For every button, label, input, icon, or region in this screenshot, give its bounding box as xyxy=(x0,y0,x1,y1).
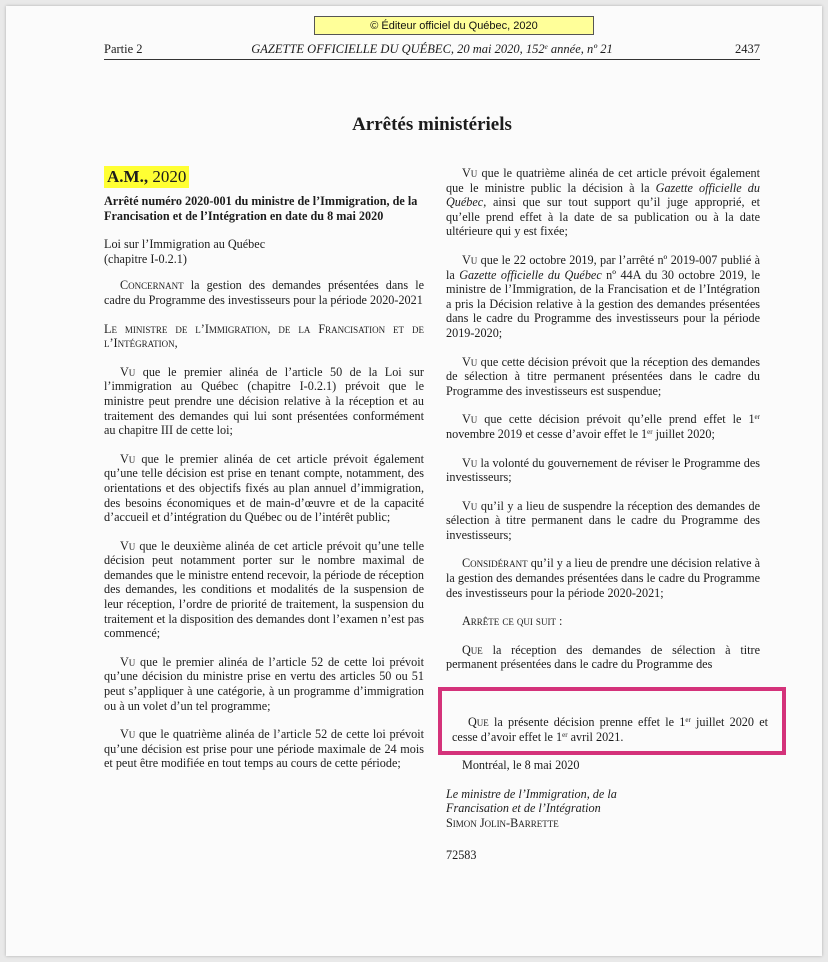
minister-line: Le ministre de l’Immigration, de la Francisation et de l’Intégration, xyxy=(104,321,424,351)
vu-paragraph-7: Vu que le 22 octobre 2019, par l’arrêté nº 2019-007 publié à la Gazette officielle du Québec nº 44A du 30 octobre 2019, le ministre de l’Immigration, de la Francisation et de l’Intégration a pris la Décision relative à la gestion des demandes présentées dans le cadre du Programme des investisseurs pour la période 2019-2020; xyxy=(446,252,760,340)
vu-paragraph-2: Vu que le premier alinéa de cet article prévoit également qu’une telle décision est prise en tenant compte, notamment, des orientations et des objectifs fixés au plan annuel d’immigration, des besoins économiques et de main-d’œuvre et de la capacité d’accueil et d’intégration du Québec ou de l’intérêt public; xyxy=(104,451,424,525)
reference-number: 72583 xyxy=(446,848,477,863)
vu-paragraph-5: Vu que le quatrième alinéa de l’article 52 de cette loi prévoit qu’une décision est prise pour une période maximale de 24 mois et peut être modifiée en tout temps au cours de cette période; xyxy=(104,727,424,771)
que-paragraph-2: Que la présente décision prenne effet le 1er juillet 2020 et cesse d’avoir effet le 1er avril 2021. xyxy=(452,715,768,744)
place-date: Montréal, le 8 mai 2020 xyxy=(462,758,580,772)
section-title: Arrêtés ministériels xyxy=(352,114,512,135)
vu-paragraph-4: Vu que le premier alinéa de l’article 52 de cette loi prévoit qu’une décision du ministre prise en vertu des articles 50 ou 51 peut s’appliquer à une catégorie, à un programme d’immigration ou à un volet d’un tel programme; xyxy=(104,654,424,713)
law-name: Loi sur l’Immigration au Québec xyxy=(104,237,266,252)
que-paragraph-1: Que la réception des demandes de sélection à titre permanent présentées dans le cadre du Programme des xyxy=(446,642,760,672)
vu-paragraph-6: Vu que le quatrième alinéa de cet article prévoit également que le ministre public la décision à la Gazette officielle du Québec, ainsi que sur tout support qu’il juge approprié, et qu’elle prend effet à la date de sa publication ou à la date ultérieure qui y est fixée; xyxy=(446,166,760,239)
copyright-banner: © Éditeur officiel du Québec, 2020 xyxy=(314,16,594,35)
highlight-box xyxy=(438,687,786,755)
vu-paragraph-10: Vu la volonté du gouvernement de réviser le Programme des investisseurs; xyxy=(446,455,760,485)
vu-paragraph-8: Vu que cette décision prévoit que la réception des demandes de sélection à titre permanent présentées dans le cadre du Programme des investisseurs est suspendue; xyxy=(446,354,760,398)
vu-paragraph-3: Vu que le deuxième alinéa de cet article prévoit qu’une telle décision peut notamment porter sur le nombre maximal de demandes que le ministre entend recevoir, la période de réception des demandes, les conditions et modalités de la suspension de leur réception, l’ordre de priorité de traitement, la suspension du traitement et la disposition des demandes dont l’examen n’est pas commencé; xyxy=(104,538,424,641)
considerant-paragraph: Considérant qu’il y a lieu de prendre une décision relative à la gestion des demandes présentées dans le cadre du Programme des investisseurs pour la période 2020-2021; xyxy=(446,556,760,600)
signatory-name: Simon Jolin-Barrette xyxy=(446,815,559,830)
running-header xyxy=(104,42,760,58)
am-heading: A.M., 2020 xyxy=(104,166,424,188)
gazette-title: GAZETTE OFFICIELLE DU QUÉBEC, 20 mai 2020, 152e année, nº 21 xyxy=(251,42,613,56)
page-number: 2437 xyxy=(735,42,760,56)
law-reference: (chapitre I-0.2.1) xyxy=(104,251,187,266)
arrete-heading: Arrête ce qui suit : xyxy=(462,614,563,629)
gazette-page xyxy=(6,6,822,956)
right-column xyxy=(446,166,760,672)
concernant-paragraph: Concernant la gestion des demandes présentées dans le cadre du Programme des investisseurs pour la période 2020-2021 xyxy=(104,278,424,307)
signature-block xyxy=(446,758,760,863)
vu-paragraph-1: Vu que le premier alinéa de l’article 50 de la Loi sur l’immigration au Québec (chapitre I-0.2.1) prévoit que le ministre peut prendre une décision relative à la réception et au traitement des demandes qui lui sont présentées conformément au chapitre III de cette loi; xyxy=(104,364,424,438)
vu-paragraph-11: Vu qu’il y a lieu de suspendre la réception des demandes de sélection à titre permanent dans le cadre du Programme des investisseurs; xyxy=(446,498,760,542)
left-column xyxy=(104,166,424,771)
header-rule xyxy=(104,59,760,60)
part-label: Partie 2 xyxy=(104,42,143,56)
order-title: Arrêté numéro 2020-001 du ministre de l’Immigration, de la Francisation et de l’Intégration en date du 8 mai 2020 xyxy=(104,194,418,223)
vu-paragraph-9: Vu que cette décision prévoit qu’elle prend effet le 1er novembre 2019 et cesse d’avoir effet le 1er juillet 2020; xyxy=(446,412,760,441)
signatory-title: Le ministre de l’Immigration, de la Francisation et de l’Intégration xyxy=(446,786,617,816)
